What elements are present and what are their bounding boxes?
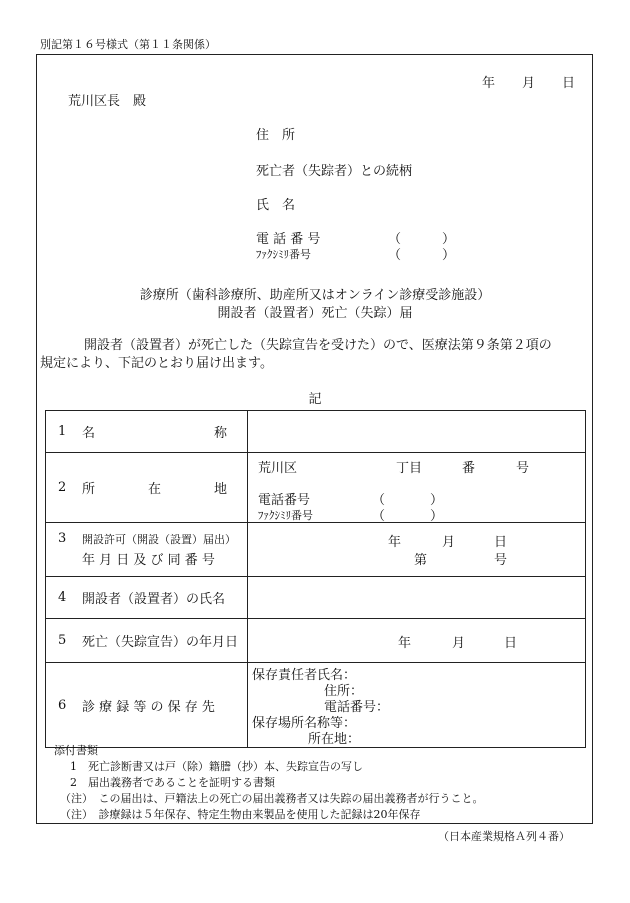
row4-label: 開設者（設置者）の氏名 (82, 592, 226, 607)
row6-label-cell (46, 663, 248, 748)
row2-number: 2 (58, 480, 67, 495)
body-line2: 規定により、下記のとおり届け出ます。 (40, 356, 273, 371)
row2-fax-paren-open: （ (372, 509, 386, 524)
row2-phone-paren-close: ） (430, 493, 444, 508)
row5-month: 月 (452, 636, 466, 651)
date-month: 月 (522, 76, 536, 91)
table-row-death-date (46, 619, 586, 663)
row2-ban: 番 (462, 461, 476, 476)
applicant-phone-paren-close: ） (442, 232, 456, 247)
row5-value-cell[interactable] (248, 619, 586, 663)
row2-phone-label: 電話番号 (258, 493, 311, 508)
applicant-name-label: 氏 名 (256, 198, 296, 213)
row3-day: 日 (494, 535, 508, 550)
row6-location-label: 所在地： (308, 732, 361, 747)
row5-label-cell (46, 619, 248, 663)
attachment-item-2: 2 届出義務者であることを証明する書類 (70, 776, 275, 789)
applicant-fax-paren-close: ） (442, 248, 456, 263)
row3-dai: 第 (414, 553, 428, 568)
note-2: （注） 診療録は５年保存、特定生物由来製品を使用した記録は20年保存 (60, 808, 421, 821)
row1-label-char2: 称 (213, 426, 227, 441)
row6-place-name-label: 保存場所名称等： (252, 716, 357, 731)
row2-value-cell[interactable] (248, 453, 586, 523)
applicant-fax-paren-open: （ (388, 248, 402, 263)
row2-label-char1: 所 (82, 482, 96, 497)
details-table (45, 410, 586, 748)
note-1: （注） この届出は、戸籍法上の死亡の届出義務者又は失踪の届出義務者が行うこと。 (60, 792, 484, 805)
attachment-item-1: 1 死亡診断書又は戸（除）籍謄（抄）本、失踪宣告の写し (70, 760, 363, 773)
row1-label-cell (46, 411, 248, 453)
body-line1: 開設者（設置者）が死亡した（失踪宣告を受けた）ので、医療法第９条第２項の (84, 338, 552, 353)
row6-label: 診 療 録 等 の 保 存 先 (82, 699, 215, 715)
row2-fax-label: ﾌｧｸｼﾐﾘ番号 (258, 509, 313, 522)
row2-label-char3: 地 (213, 482, 227, 497)
row5-number: 5 (58, 633, 67, 648)
row2-ward: 荒川区 (258, 461, 298, 476)
form-title-line1: 診療所（歯科診療所、助産所又はオンライン診療受診施設） (139, 288, 491, 303)
row2-fax-paren-close: ） (430, 509, 444, 524)
row2-label-cell (46, 453, 248, 523)
ki-heading: 記 (308, 392, 322, 407)
row3-year: 年 (388, 535, 402, 550)
applicant-phone-paren-open: （ (388, 232, 402, 247)
paper-size-footer: （日本産業規格Ａ列４番） (438, 830, 570, 843)
table-row-location (46, 453, 586, 523)
table-row-founder (46, 577, 586, 619)
form-reference: 別記第１６号様式（第１１条関係） (40, 38, 216, 51)
row3-value-cell[interactable] (248, 523, 586, 577)
row5-day: 日 (504, 636, 518, 651)
row6-address-label: 住所： (324, 684, 364, 699)
date-day: 日 (562, 76, 576, 91)
row1-label (82, 422, 227, 441)
row3-number: 3 (58, 531, 67, 546)
row4-value-cell[interactable] (248, 577, 586, 619)
applicant-fax-label: ﾌｧｸｼﾐﾘ番号 (256, 248, 311, 261)
row5-label: 死亡（失踪宣告）の年月日 (82, 635, 239, 650)
row1-label-char1: 名 (82, 426, 96, 441)
row4-label-cell (46, 577, 248, 619)
row3-label-line2: 年 月 日 及 び 同 番 号 (82, 553, 215, 568)
table-row-records-storage (46, 663, 586, 748)
row6-number: 6 (58, 697, 67, 713)
table-row-name (46, 411, 586, 453)
row3-label-line1: 開設許可（開設（設置）届出） (82, 533, 236, 546)
form-title-line2: 開設者（設置者）死亡（失踪）届 (217, 306, 413, 321)
row2-go: 号 (516, 461, 530, 476)
row1-value-cell[interactable] (248, 411, 586, 453)
row2-chome: 丁目 (396, 461, 423, 476)
row4-number: 4 (58, 590, 67, 605)
applicant-phone-label: 電 話 番 号 (256, 232, 321, 247)
row3-month: 月 (442, 535, 456, 550)
row6-phone-label: 電話番号： (324, 700, 390, 715)
attachments-heading: 添付書類 (54, 744, 98, 757)
row2-label-char2: 在 (147, 482, 161, 497)
applicant-relation-label: 死亡者（失踪者）との続柄 (256, 164, 413, 179)
applicant-address-label: 住 所 (256, 128, 296, 143)
row5-year: 年 (398, 636, 412, 651)
date-year: 年 (482, 76, 496, 91)
row3-label-cell (46, 523, 248, 577)
addressee: 荒川区長 殿 (68, 94, 147, 109)
row6-value-cell[interactable] (248, 663, 586, 748)
row2-label (82, 478, 227, 497)
row6-responsible-name-label: 保存責任者氏名： (252, 668, 357, 683)
table-row-permit (46, 523, 586, 577)
row2-phone-paren-open: （ (372, 493, 386, 508)
row3-go: 号 (494, 553, 508, 568)
row1-number: 1 (58, 424, 67, 439)
